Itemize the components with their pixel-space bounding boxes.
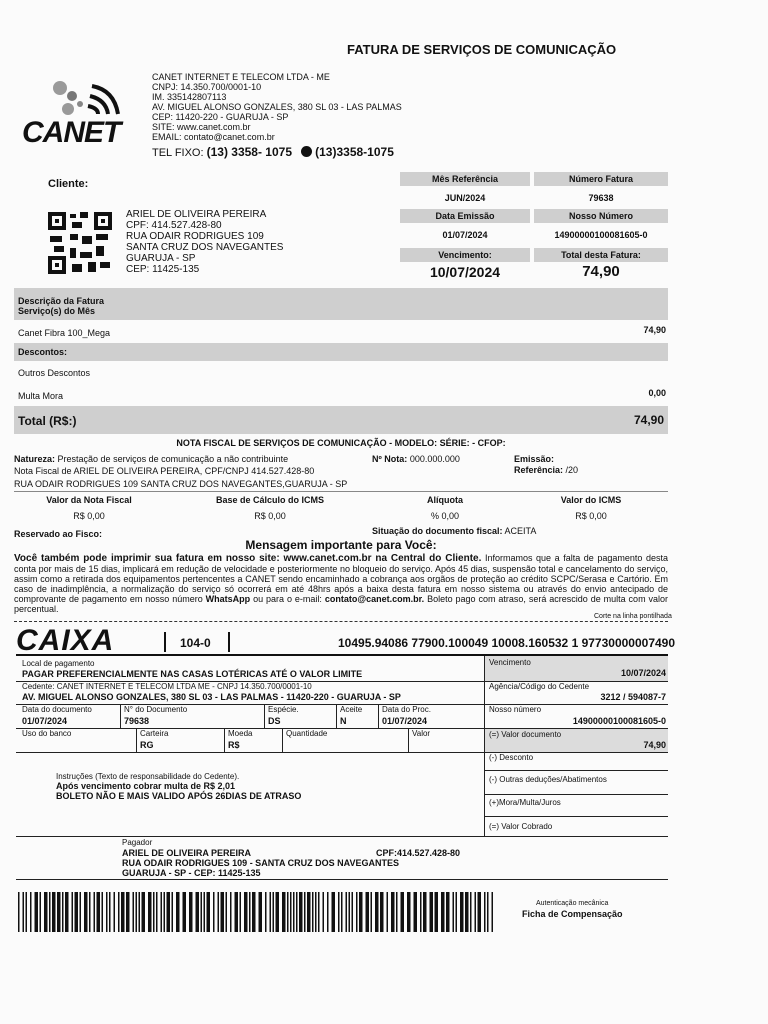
barcode-bar (465, 892, 469, 932)
tel-label: TEL FIXO: (152, 147, 204, 159)
agencia-value: 3212 / 594087-7 (600, 692, 666, 702)
ficha-label: Ficha de Compensação (522, 909, 623, 919)
whatsapp-icon (301, 146, 312, 157)
barcode-bar (207, 892, 211, 932)
cell-sep (224, 728, 225, 752)
pagador-label: Pagador (122, 838, 153, 847)
local-label: Local de pagamento (22, 659, 95, 668)
barcode-bar (249, 892, 251, 932)
barcode-bar (139, 892, 141, 932)
barcode-bar (196, 892, 200, 932)
company-name: CANET INTERNET E TELECOM LTDA - ME (152, 72, 330, 82)
mora-label: (+)Mora/Multa/Juros (489, 798, 561, 807)
num-doc-label: N° do Documento (124, 705, 188, 714)
nosso-label: Nosso Número (534, 209, 668, 223)
boleto-venc-value: 10/07/2024 (620, 668, 666, 678)
company-phone (152, 145, 394, 159)
nf-ref (514, 465, 578, 475)
valor-doc-value: 74,90 (643, 740, 666, 750)
barcode-bar (201, 892, 203, 932)
barcode-bar (148, 892, 152, 932)
numero-label: Número Fatura (534, 172, 668, 186)
message-title: Mensagem importante para Você: (245, 538, 437, 552)
barcode-bar (282, 892, 286, 932)
barcode-bar (97, 892, 101, 932)
cobrado-label: (=) Valor Cobrado (489, 822, 553, 831)
pagador-address: RUA ODAIR RODRIGUES 109 - SANTA CRUZ DOS NAVEGANTES (122, 858, 400, 868)
company-address: AV. MIGUEL ALONSO GONZALES, 380 SL 03 - LAS PALMAS (152, 102, 402, 112)
outras-label: (-) Outras deduções/Abatimentos (489, 775, 607, 784)
desc-header-2: Serviço(s) do Mês (18, 306, 96, 316)
company-cep: CEP: 11420-220 - GUARUJA - SP (152, 112, 289, 122)
barcode-bar (296, 892, 298, 932)
instr-1: Após vencimento cobrar multa de R$ 2,01 (56, 781, 236, 791)
nf-nota-value: 000.000.000 (409, 454, 460, 464)
especie-value: DS (268, 716, 281, 726)
barcode-bar (252, 892, 256, 932)
barcode-bar (273, 892, 275, 932)
tel-number: (13) 3358- 1075 (206, 145, 293, 159)
mes-label: Mês Referência (400, 172, 530, 186)
total-row (14, 406, 668, 434)
barcode-bar (276, 892, 280, 932)
whatsapp-number: (13)3358-1075 (315, 145, 394, 159)
nf-emissao-label: Emissão: (514, 454, 555, 464)
carteira-value: RG (140, 740, 154, 750)
barcode-bar (189, 892, 193, 932)
barcode-bar (299, 892, 303, 932)
nf-base: R$ 0,00 (254, 511, 286, 521)
desc-header-1: Descrição da Fatura (18, 296, 105, 306)
barcode-bar (391, 892, 395, 932)
barcode-bar (441, 892, 445, 932)
qr-code (48, 212, 112, 274)
nf-icms: R$ 0,00 (575, 511, 607, 521)
barcode-bar (35, 892, 39, 932)
barcode-bar (18, 892, 20, 932)
row-line-4 (16, 752, 668, 753)
barcode-bar (287, 892, 289, 932)
barcode-bar (153, 892, 155, 932)
barcode-bar (420, 892, 422, 932)
service-value: 74,90 (643, 325, 666, 335)
row-line-r2 (485, 794, 668, 795)
barcode-bar (293, 892, 295, 932)
client-city: GUARUJA - SP (126, 253, 196, 264)
barcode-bar (161, 892, 163, 932)
client-cep: CEP: 11425-135 (126, 264, 200, 275)
company-site: SITE: www.canet.com.br (152, 122, 251, 132)
barcode-bar (356, 892, 358, 932)
barcode-bar (396, 892, 398, 932)
message-bold: Você também pode imprimir sua fatura em nosso site: www.canet.com.br na Central do Cliente. (14, 553, 482, 564)
instr-2: BOLETO NÃO E MAIS VALIDO APÓS 26DIAS DE ATRASO (56, 791, 302, 801)
barcode-bar (65, 892, 69, 932)
barcode-bar (318, 892, 320, 932)
barcode-bar (312, 892, 314, 932)
valor-doc-label: (=) Valor documento (489, 730, 562, 739)
barcode-bar (492, 892, 494, 932)
barcode-bar (487, 892, 489, 932)
barcode-bar (230, 892, 232, 932)
barcode-bar (338, 892, 340, 932)
barcode-bar (172, 892, 174, 932)
barcode-bar (114, 892, 116, 932)
cell-sep (336, 704, 337, 728)
nosso-value: 14900000100081605-0 (554, 230, 648, 240)
company-im: IM. 335142807113 (152, 92, 227, 102)
boleto-nosso-value: 14900000100081605-0 (572, 716, 666, 726)
nf-icms-label: Valor do ICMS (560, 495, 622, 505)
row-line-r1 (485, 770, 668, 771)
total-value: 74,90 (582, 263, 620, 280)
barcode-bar (265, 892, 267, 932)
barcode-bar (136, 892, 138, 932)
barcode-bar (75, 892, 79, 932)
barcode-bar (102, 892, 104, 932)
barcode-bar (407, 892, 411, 932)
nf-situacao-label: Situação do documento fiscal: (372, 526, 503, 536)
barcode-bar (244, 892, 248, 932)
quantidade-label: Quantidade (286, 729, 328, 738)
company-info (152, 72, 402, 142)
venc-value: 10/07/2024 (429, 264, 501, 280)
nf-nota-label: Nº Nota: (372, 454, 408, 464)
barcode-bar (470, 892, 472, 932)
cedente-address: AV. MIGUEL ALONSO GONZALES, 380 SL 03 - LAS PALMAS - 11420-220 - GUARUJA - SP (22, 692, 401, 702)
nf-situacao (372, 526, 536, 536)
company-cnpj: CNPJ: 14.350.700/0001-10 (152, 82, 262, 92)
barcode-bar (484, 892, 486, 932)
boleto-nosso-label: Nosso número (489, 705, 542, 714)
moeda-value: R$ (228, 740, 240, 750)
barcode-bar (346, 892, 348, 932)
barcode-bar (221, 892, 225, 932)
barcode-bar (366, 892, 370, 932)
emissao-label: Data Emissão (400, 209, 530, 223)
pagador-cpf: CPF:414.527.428-80 (376, 848, 461, 858)
cell-sep (282, 728, 283, 752)
barcode-bar (359, 892, 363, 932)
barcode-bar (52, 892, 56, 932)
cell-sep (120, 704, 121, 728)
pagador-city: GUARUJA - SP - CEP: 11425-135 (122, 868, 261, 878)
nf-header: NOTA FISCAL DE SERVIÇOS DE COMUNICAÇÃO - MODELO: SÉRIE: - CFOP: (176, 438, 506, 448)
barcode-bar (72, 892, 74, 932)
numero-value: 79638 (588, 193, 614, 203)
discounts-label: Descontos: (18, 347, 68, 357)
row-line-r3 (485, 816, 668, 817)
aceite-value: N (340, 716, 347, 726)
logo-text: CANET (22, 116, 121, 149)
message-body (14, 553, 668, 614)
cell-sep (378, 704, 379, 728)
nf-valor: R$ 0,00 (73, 511, 105, 521)
barcode-bar (315, 892, 317, 932)
nf-aliq-label: Alíquota (427, 495, 463, 505)
autenticacao-label: Autenticação mecânica (536, 900, 609, 907)
nf-aliq: % 0,00 (430, 511, 460, 521)
data-proc-label: Data do Proc. (382, 705, 431, 714)
company-email: EMAIL: contato@canet.com.br (152, 132, 275, 142)
barcode-bar (259, 892, 263, 932)
barcode-bar (387, 892, 389, 932)
message-text-2: ou para o e-mail: (253, 594, 322, 604)
barcode-bar (106, 892, 108, 932)
barcode-bar (401, 892, 405, 932)
message-text-3: Boleto pago com atraso, será acrescido de multa com valor percentual. (14, 594, 668, 614)
barcode-bar (213, 892, 215, 932)
nf-situacao-value: ACEITA (504, 526, 537, 536)
barcode-bar (371, 892, 373, 932)
barcode (18, 892, 500, 932)
bank-code: 104-0 (180, 636, 211, 650)
items-header-text (18, 296, 104, 316)
barcode-bar (380, 892, 384, 932)
nf-line3: RUA ODAIR RODRIGUES 109 SANTA CRUZ DOS NAVEGANTES,GUARUJA - SP (14, 479, 348, 489)
barcode-bar (414, 892, 418, 932)
barcode-bar (423, 892, 427, 932)
row-line-6 (16, 879, 668, 880)
cell-sep (408, 728, 409, 752)
barcode-bar (176, 892, 180, 932)
barcode-bar (226, 892, 228, 932)
document-title: FATURA DE SERVIÇOS DE COMUNICAÇÃO (347, 42, 617, 57)
client-name: ARIEL DE OLIVEIRA PEREIRA (126, 209, 267, 220)
fine-label: Multa Mora (18, 391, 64, 401)
barcode-bar (218, 892, 220, 932)
pagador-name: ARIEL DE OLIVEIRA PEREIRA (122, 848, 252, 858)
num-doc-value: 79638 (124, 716, 150, 726)
barcode-bar (40, 892, 42, 932)
barcode-bar (23, 892, 25, 932)
desconto-label: (-) Desconto (489, 753, 534, 762)
data-doc-value: 01/07/2024 (22, 716, 68, 726)
other-discounts: Outros Descontos (18, 368, 91, 378)
barcode-bar (30, 892, 32, 932)
barcode-bar (133, 892, 135, 932)
barcode-bar (156, 892, 158, 932)
bank-sep-1 (164, 632, 166, 652)
barcode-bar (332, 892, 336, 932)
moeda-label: Moeda (228, 729, 253, 738)
barcode-bar (456, 892, 458, 932)
barcode-bar (204, 892, 206, 932)
barcode-bar (26, 892, 28, 932)
barcode-bar (341, 892, 343, 932)
barcode-bar (94, 892, 96, 932)
barcode-bar (49, 892, 51, 932)
instr-label: Instruções (Texto de responsabilidade do Cedente). (56, 772, 240, 781)
local-value: PAGAR PREFERENCIALMENTE NAS CASAS LOTÉRICAS ATÉ O VALOR LIMITE (22, 669, 363, 679)
nf-nota (372, 454, 460, 464)
nf-valor-label: Valor da Nota Fiscal (46, 495, 132, 505)
client-info (126, 209, 283, 275)
barcode-bar (460, 892, 464, 932)
client-cpf: CPF: 414.527.428-80 (126, 220, 222, 231)
client-street: RUA ODAIR RODRIGUES 109 (126, 231, 264, 242)
message-text: Informamos que a falta de pagamento desta conta por mais de 15 dias, implicará em redução de velocidade e posteriormente no bloqueio do serviço. Após 45 dias, suspensão total e cancelamento do serviço, assim como a retirada dos equipamentos pertencentes a CANET sendo encaminhado a cobrança aos orgãos de proteção ao crédito SCPC/Serasa e Cartório. Em caso de inadimplência, a normalização do serviço só ocorrerá em até 48hrs após a baixa desta fatura em nosso sistema ou através do envio antecipado de comprovante de pagamento em nosso número (14, 553, 668, 604)
barcode-bar (109, 892, 111, 932)
message-whatsapp: WhatsApp (205, 594, 251, 604)
service-name: Canet Fibra 100_Mega (18, 328, 111, 338)
barcode-bar (240, 892, 242, 932)
especie-label: Espécie. (268, 705, 299, 714)
aceite-label: Aceite (340, 705, 363, 714)
barcode-bar (478, 892, 482, 932)
barcode-bar (323, 892, 325, 932)
barcode-bar (475, 892, 477, 932)
digitable-line: 10495.94086 77900.100049 10008.160532 1 97730000007490 (338, 636, 676, 650)
barcode-bar (84, 892, 88, 932)
invoice-summary (400, 172, 668, 284)
barcode-bar (57, 892, 61, 932)
barcode-bar (80, 892, 82, 932)
bank-logo: CAIXA (16, 624, 115, 657)
nf-natureza-value: Prestação de serviços de comunicação a não contribuinte (57, 454, 289, 464)
cell-sep (264, 704, 265, 728)
emissao-value: 01/07/2024 (442, 230, 488, 240)
data-proc-value: 01/07/2024 (382, 716, 428, 726)
barcode-bar (270, 892, 272, 932)
barcode-bar (435, 892, 439, 932)
items-total-label: Total (R$:) (18, 414, 77, 428)
cell-sep (136, 728, 137, 752)
barcode-bar (89, 892, 91, 932)
nf-ref-value: /20 (565, 465, 579, 475)
barcode-bar (375, 892, 379, 932)
client-district: SANTA CRUZ DOS NAVEGANTES (126, 242, 284, 253)
nf-reservado: Reservado ao Fisco: (14, 529, 103, 539)
barcode-bar (327, 892, 329, 932)
fine-value: 0,00 (648, 388, 666, 398)
nf-line2: Nota Fiscal de ARIEL DE OLIVEIRA PEREIRA, CPF/CNPJ 414.527.428-80 (14, 466, 315, 476)
barcode-bar (235, 892, 239, 932)
items-total-value: 74,90 (633, 413, 664, 427)
client-label: Cliente: (48, 178, 89, 190)
nf-natureza (14, 454, 288, 464)
barcode-bar (62, 892, 64, 932)
discounts-header (14, 343, 668, 361)
data-doc-label: Data do documento (22, 705, 92, 714)
barcode-bar (453, 892, 455, 932)
barcode-bar (167, 892, 171, 932)
nf-divider (14, 491, 668, 492)
total-label: Total desta Fatura: (534, 248, 668, 262)
barcode-bar (121, 892, 125, 932)
venc-label: Vencimento: (400, 248, 530, 262)
company-logo (22, 76, 147, 156)
items-header (14, 288, 668, 320)
bank-sep-2 (228, 632, 230, 652)
nf-base-label: Base de Cálculo do ICMS (215, 495, 325, 505)
boleto-venc-label: Vencimento (489, 658, 531, 667)
row-line-5 (16, 836, 668, 837)
barcode-bar (349, 892, 351, 932)
barcode-bar (307, 892, 311, 932)
barcode-bar (352, 892, 354, 932)
cut-line-label: Corte na linha pontilhada (594, 613, 672, 620)
cut-line (14, 621, 668, 622)
valor-label: Valor (412, 729, 431, 738)
uso-banco-label: Uso do banco (22, 729, 72, 738)
barcode-bar (142, 892, 146, 932)
barcode-bar (126, 892, 130, 932)
nf-natureza-label: Natureza: (14, 454, 56, 464)
barcode-bar (164, 892, 166, 932)
boleto-form (16, 654, 668, 890)
cedente-label: Cedente: CANET INTERNET E TELECOM LTDA ME - CNPJ 14.350.700/0001-10 (22, 682, 312, 691)
barcode-bar (304, 892, 306, 932)
message-email: contato@canet.com.br. (324, 594, 425, 604)
mes-value: JUN/2024 (444, 193, 486, 203)
agencia-label: Agência/Código do Cedente (489, 682, 590, 691)
barcode-bar (430, 892, 434, 932)
barcode-bar (290, 892, 292, 932)
barcode-bar (446, 892, 450, 932)
carteira-label: Carteira (140, 729, 169, 738)
nf-ref-label: Referência: (514, 465, 564, 475)
barcode-bar (44, 892, 48, 932)
barcode-bar (118, 892, 120, 932)
barcode-bar (183, 892, 187, 932)
